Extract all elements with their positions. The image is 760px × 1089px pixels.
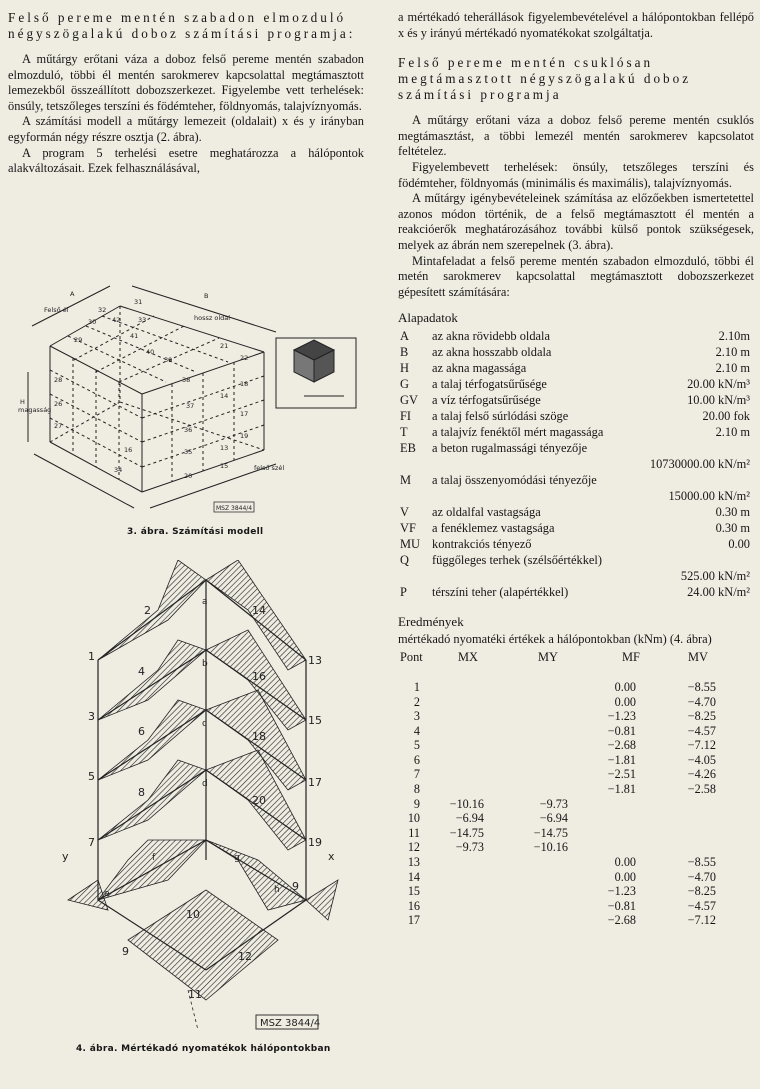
alapadat-symbol: MU: [400, 537, 420, 552]
cell-pont: 8: [413, 782, 420, 797]
alapadat-value: 0.30 m: [715, 521, 750, 536]
col-header: MY: [538, 649, 558, 664]
cell-mv: −7.12: [687, 913, 716, 928]
fig4-number: 1: [88, 650, 95, 663]
cell-mf: −2.68: [607, 913, 636, 928]
alapadat-row: [398, 328, 754, 344]
cell-pont: 13: [407, 855, 420, 870]
fig3-node: 41: [130, 332, 139, 340]
alapadat-description: a talaj felső súrlódási szöge: [432, 409, 569, 424]
fig4-number: 5: [88, 770, 95, 783]
alapadat-description: az akna rövidebb oldala: [432, 329, 551, 344]
alapadat-value: 0.00: [728, 537, 750, 552]
cell-mf: −1.23: [607, 709, 636, 724]
cell-mf: −1.81: [607, 752, 636, 767]
fig4-number: 13: [308, 654, 322, 667]
fig3-node: 42: [112, 316, 121, 324]
alapadat-symbol: T: [400, 425, 408, 440]
col-header: MX: [458, 649, 478, 664]
col-header: MV: [688, 649, 708, 664]
cell-mx: −14.75: [449, 825, 484, 840]
table-row: [398, 855, 754, 870]
fig4-letter: d: [202, 779, 208, 789]
alapadatok-title: Alapadatok: [398, 310, 458, 326]
fig4-number: 20: [252, 794, 266, 807]
cell-mf: −2.51: [607, 767, 636, 782]
cell-mf: −1.81: [607, 782, 636, 797]
fig3-label-felso-szel: felső szél: [254, 464, 285, 472]
fig3-label-B: B: [204, 292, 209, 300]
cell-mv: −4.57: [687, 723, 716, 738]
fig4-number: 6: [138, 725, 145, 738]
fig4-letter: a: [202, 597, 208, 607]
alapadat-row: [398, 360, 754, 376]
paragraph-continuation: a mértékadó teherállások figyelembevételével a hálópontokban fellépő x és y irányú mértékadó nyomatékokat szolgáltatja.: [398, 10, 754, 40]
fig3-node: 19: [240, 432, 249, 440]
alapadat-symbol: GV: [400, 393, 418, 408]
fig4-letter: e: [104, 889, 110, 899]
figure-4-caption: 4. ábra. Mértékadó nyomatékok hálópontokban: [76, 1044, 331, 1054]
cell-mf: 0.00: [614, 855, 636, 870]
table-row: [398, 724, 754, 739]
fig4-axis-y: y: [62, 850, 69, 863]
alapadat-description: a fenéklemez vastagsága: [432, 521, 555, 536]
alapadat-symbol: VF: [400, 521, 416, 536]
cell-mv: −4.57: [687, 898, 716, 913]
fig3-label-hossz: hossz oldal: [194, 314, 231, 322]
eredmenyek-subtitle: mértékadó nyomatéki értékek a hálópontokban (kNm) (4. ábra): [398, 632, 712, 647]
alapadat-description: térszíni teher (alapértékkel): [432, 585, 569, 600]
fig3-node: 13: [220, 444, 229, 452]
fig3-node: 40: [146, 348, 155, 356]
alapadatok-list: [398, 328, 754, 600]
fig4-letter: g: [234, 853, 240, 863]
fig3-node: 26: [54, 400, 63, 408]
fig3-node: 15: [220, 462, 229, 470]
fig4-number: 16: [252, 670, 266, 683]
alapadat-row: [398, 408, 754, 424]
cell-pont: 7: [413, 767, 420, 782]
cell-my: −6.94: [539, 811, 568, 826]
alapadat-row: [398, 552, 754, 584]
col-header: MF: [622, 649, 640, 664]
fig4-letter: f: [152, 853, 156, 863]
fig3-node: 16: [124, 446, 133, 454]
alapadat-symbol: V: [400, 505, 409, 520]
alapadat-row: [398, 472, 754, 504]
cell-pont: 17: [407, 913, 420, 928]
figure-3-model: [14, 282, 364, 532]
cell-mv: −4.70: [687, 869, 716, 884]
paragraph: A műtárgy erőtani váza a doboz felső pereme mentén csuklós megtámasztást, a többi lemezél mentén sarokmerev kapcsolatot feltételez.: [398, 113, 754, 159]
eredmenyek-title: Eredmények: [398, 614, 464, 630]
table-row: [398, 695, 754, 710]
table-row: [398, 753, 754, 768]
alapadat-description: az akna hosszabb oldala: [432, 345, 552, 360]
cell-my: −10.16: [533, 840, 568, 855]
alapadat-description: a víz térfogatsűrűsége: [432, 393, 541, 408]
table-row: [398, 913, 754, 928]
fig3-label-H: H: [20, 398, 25, 406]
figure-4-moments: [48, 560, 348, 1035]
fig4-number: 8: [138, 786, 145, 799]
cell-mv: −8.25: [687, 884, 716, 899]
cell-pont: 16: [407, 898, 420, 913]
alapadat-value: 2.10 m: [715, 345, 750, 360]
alapadat-description: függőleges terhek (szélsőértékkel): [432, 553, 602, 568]
alapadat-description: a beton rugalmassági tényezője: [432, 441, 588, 456]
paragraph: A számítási modell a műtárgy lemezeit (oldalait) x és y irányban egyformán négy részre osztja (2. ábra).: [8, 114, 364, 144]
alapadat-value: 24.00 kN/m²: [687, 585, 750, 600]
fig4-number: 12: [238, 950, 252, 963]
fig3-node: 18: [240, 380, 249, 388]
table-row: [398, 826, 754, 841]
alapadat-symbol: B: [400, 345, 409, 360]
fig3-node: 14: [220, 392, 229, 400]
cell-mx: −10.16: [449, 796, 484, 811]
table-row: [398, 680, 754, 695]
alapadat-symbol: H: [400, 361, 409, 376]
cell-pont: 14: [407, 869, 420, 884]
cell-pont: 12: [407, 840, 420, 855]
fig3-node: 39: [164, 356, 173, 364]
table-row: [398, 797, 754, 812]
fig3-node: 31: [134, 298, 143, 306]
table-row: [398, 899, 754, 914]
table-row: [398, 884, 754, 899]
fig4-number: 3: [88, 710, 95, 723]
paragraph: Figyelembevett terhelések: önsúly, tetszőleges terszíni és födémteher, földnyomás (minimális és maximális), talajvíznyomás.: [398, 159, 754, 190]
fig3-node: 17: [240, 410, 249, 418]
table-row: [398, 870, 754, 885]
fig4-number: 14: [252, 604, 266, 617]
fig3-node: 33: [138, 316, 147, 324]
table-row: [398, 738, 754, 753]
alapadat-value: 15000.00 kN/m²: [668, 489, 750, 504]
fig3-label-magassag: magasság: [18, 406, 52, 414]
cell-pont: 9: [413, 796, 420, 811]
alapadat-value: 2.10m: [718, 329, 750, 344]
fig4-number: 2: [144, 604, 151, 617]
alapadat-symbol: Q: [400, 553, 409, 568]
cell-pont: 6: [413, 752, 420, 767]
fig3-node: 37: [186, 402, 195, 410]
cell-pont: 4: [413, 723, 420, 738]
fig3-label-A: A: [70, 290, 75, 298]
cell-pont: 2: [413, 694, 420, 709]
cell-mx: −9.73: [455, 840, 484, 855]
fig4-stamp: MSZ 3844/4: [260, 1018, 321, 1029]
fig3-node: 22: [240, 354, 249, 362]
fig4-number: 9: [122, 945, 129, 958]
alapadat-description: kontrakciós tényező: [432, 537, 532, 552]
alapadat-value: 10.00 kN/m³: [687, 393, 750, 408]
fig4-number: 11: [188, 988, 202, 1001]
cell-mv: −4.26: [687, 767, 716, 782]
alapadat-value: 0.30 m: [715, 505, 750, 520]
cell-pont: 10: [407, 811, 420, 826]
fig4-letter: b: [202, 659, 208, 669]
fig3-node: 34: [114, 466, 123, 474]
table-row: [398, 840, 754, 855]
alapadat-symbol: P: [400, 585, 407, 600]
cell-mf: −2.68: [607, 738, 636, 753]
section-title-2: Felső pereme mentén csuklósan megtámasztott négyszögalakú doboz számítási programja: [398, 55, 692, 103]
paragraph: A műtárgy igénybevételeinek számítása az előzőekben ismertetettel azonos módon történik, de a felső megtámasztott él mentén a reakcióerők meghatározásához további külső pontok szükségesek, melyek az ábrán nem szerepelnek (3. ábra).: [398, 191, 754, 252]
fig3-node: 29: [74, 336, 83, 344]
figure-3-caption: 3. ábra. Számítási modell: [127, 527, 264, 537]
cell-mf: 0.00: [614, 694, 636, 709]
alapadat-row: [398, 536, 754, 552]
results-table-header: [398, 648, 754, 666]
alapadat-value: 525.00 kN/m²: [680, 569, 750, 584]
fig4-number: 19: [308, 836, 322, 849]
alapadat-row: [398, 392, 754, 408]
fig4-letter: c: [202, 719, 207, 729]
alapadat-value: 2.10 m: [715, 361, 750, 376]
alapadat-value: 10730000.00 kN/m²: [649, 457, 750, 472]
fig3-node: 35: [184, 448, 193, 456]
cell-my: −14.75: [533, 825, 568, 840]
alapadat-description: a talaj összenyomódási tényezője: [432, 473, 597, 488]
fig4-number: 15: [308, 714, 322, 727]
fig3-node: 38: [182, 376, 191, 384]
alapadat-row: [398, 504, 754, 520]
table-row: [398, 782, 754, 797]
fig4-axis-x: x: [328, 850, 335, 863]
cell-mf: −1.23: [607, 884, 636, 899]
fig4-letter: h: [274, 885, 280, 895]
left-column: [8, 10, 364, 177]
alapadat-value: 20.00 fok: [702, 409, 750, 424]
fig3-node: 27: [54, 422, 63, 430]
fig4-number: 17: [308, 776, 322, 789]
cell-pont: 5: [413, 738, 420, 753]
alapadat-symbol: A: [400, 329, 409, 344]
fig3-node: 28: [54, 376, 63, 384]
cell-mf: 0.00: [614, 679, 636, 694]
paragraph: Mintafeladat a felső pereme mentén szabadon elmozduló, többi él metén sarokmerev kapcsolattal megtámasztott dobozszerkezet gépesített számítására:: [398, 253, 754, 299]
fig3-label-felso-el: Felső él: [44, 306, 69, 314]
cell-mv: −8.55: [687, 679, 716, 694]
cell-mv: −4.05: [687, 752, 716, 767]
cell-my: −9.73: [539, 796, 568, 811]
cell-pont: 1: [413, 679, 420, 694]
fig4-number: 18: [252, 730, 266, 743]
cell-mf: −0.81: [607, 723, 636, 738]
cell-pont: 15: [407, 884, 420, 899]
cell-mx: −6.94: [455, 811, 484, 826]
cell-mv: −8.25: [687, 709, 716, 724]
fig3-node: 36: [184, 426, 193, 434]
fig3-stamp: MSZ 3844/4: [216, 505, 253, 512]
cell-mv: −8.55: [687, 855, 716, 870]
alapadat-description: az akna magassága: [432, 361, 527, 376]
fig4-number: 7: [88, 836, 95, 849]
alapadat-row: [398, 520, 754, 536]
col-header: Pont: [400, 649, 423, 664]
table-row: [398, 811, 754, 826]
alapadat-description: a talaj térfogatsűrűsége: [432, 377, 547, 392]
cell-mv: −4.70: [687, 694, 716, 709]
paragraph: A műtárgy erőtani váza a doboz felső pereme mentén szabadon elmozduló, többi él mentén sarokmerev kapcsolattal megtámasztott lemezekből összeállított dobozszerkezet. Figyelembe vett terhelések: önsúly, tetszőleges terszíni és födémteher, földnyomás, talajvíznyomás.: [8, 52, 364, 113]
fig3-node: 32: [98, 306, 107, 314]
alapadat-row: [398, 344, 754, 360]
cell-mv: −2.58: [687, 782, 716, 797]
alapadat-symbol: M: [400, 473, 412, 488]
alapadat-value: 20.00 kN/m³: [687, 377, 750, 392]
paragraph: A program 5 terhelési esetre meghatározza a hálópontok alakváltozásait. Ezek felhasználásával,: [8, 145, 364, 176]
alapadat-symbol: G: [400, 377, 409, 392]
alapadat-row: [398, 376, 754, 392]
cell-pont: 3: [413, 709, 420, 724]
table-row: [398, 767, 754, 782]
alapadat-row: [398, 440, 754, 472]
alapadat-symbol: FI: [400, 409, 412, 424]
table-row: [398, 709, 754, 724]
alapadat-row: [398, 584, 754, 600]
right-column: [398, 10, 754, 928]
alapadat-symbol: EB: [400, 441, 416, 456]
section-title-1: Felső pereme mentén szabadon elmozduló négyszögalakú doboz számítási programja:: [8, 10, 356, 41]
alapadat-description: a talajvíz fenéktől mért magassága: [432, 425, 604, 440]
cell-mf: 0.00: [614, 869, 636, 884]
fig3-node: 20: [184, 472, 193, 480]
alapadat-row: [398, 424, 754, 440]
fig4-number: 4: [138, 665, 145, 678]
fig3-node: 21: [220, 342, 229, 350]
alapadat-value: 2.10 m: [715, 425, 750, 440]
results-table: [398, 680, 754, 928]
alapadat-description: az oldalfal vastagsága: [432, 505, 541, 520]
cell-mf: −0.81: [607, 898, 636, 913]
fig3-node: 30: [88, 318, 97, 326]
cell-mv: −7.12: [687, 738, 716, 753]
fig4-number: 10: [186, 908, 200, 921]
fig4-letter: 9: [292, 880, 299, 893]
cell-pont: 11: [408, 825, 420, 840]
